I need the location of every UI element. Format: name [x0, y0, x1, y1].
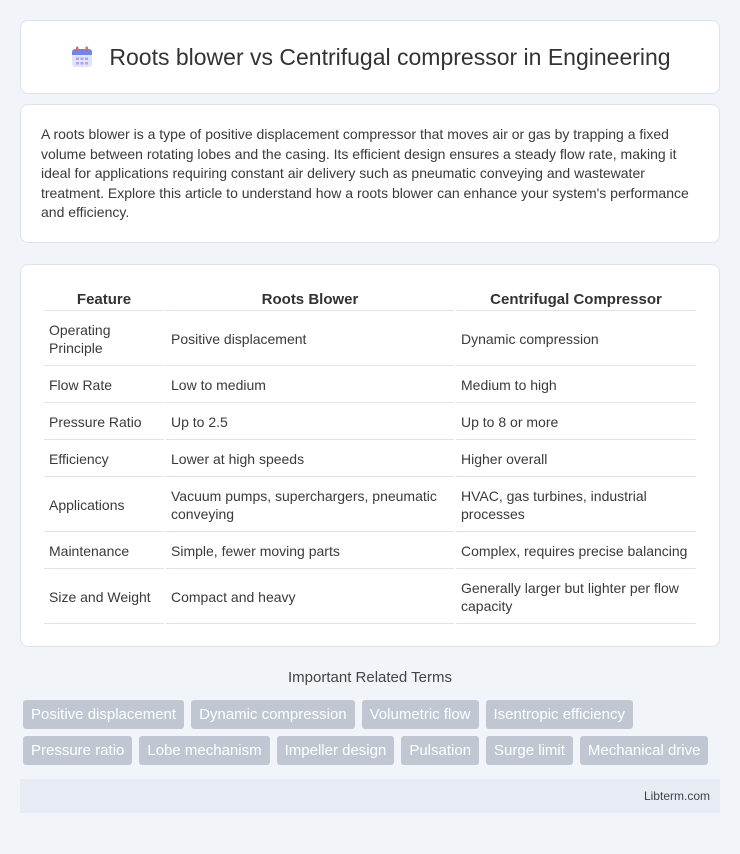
cell-centrifugal: Medium to high: [456, 368, 696, 403]
cell-feature: Applications: [44, 479, 164, 532]
table-row: [44, 571, 696, 624]
table-row: [44, 442, 696, 477]
related-tag[interactable]: Surge limit: [486, 736, 573, 765]
cell-centrifugal: Higher overall: [456, 442, 696, 477]
cell-roots: Compact and heavy: [166, 571, 454, 624]
related-tag[interactable]: Impeller design: [277, 736, 395, 765]
cell-feature: Maintenance: [44, 534, 164, 569]
table-row: [44, 479, 696, 532]
related-tag[interactable]: Pulsation: [401, 736, 479, 765]
cell-feature: Size and Weight: [44, 571, 164, 624]
page-title: Roots blower vs Centrifugal compressor in Engineering: [109, 43, 671, 70]
cell-roots: Up to 2.5: [166, 405, 454, 440]
cell-roots: Low to medium: [166, 368, 454, 403]
header-centrifugal-compressor: Centrifugal Compressor: [456, 287, 696, 311]
related-tag[interactable]: Isentropic efficiency: [486, 700, 633, 729]
related-terms-title: Important Related Terms: [288, 669, 452, 686]
related-tag[interactable]: Volumetric flow: [362, 700, 479, 729]
table-row: [44, 368, 696, 403]
comparison-table: [42, 285, 698, 626]
cell-roots: Vacuum pumps, superchargers, pneumatic conveying: [166, 479, 454, 532]
header-roots-blower: Roots Blower: [166, 287, 454, 311]
related-tag[interactable]: Pressure ratio: [23, 736, 132, 765]
cell-feature: Flow Rate: [44, 368, 164, 403]
intro-card: [20, 104, 720, 243]
table-row: [44, 534, 696, 569]
footer: [20, 779, 720, 813]
calendar-icon: [69, 44, 95, 70]
cell-roots: Positive displacement: [166, 313, 454, 366]
related-tag[interactable]: Lobe mechanism: [139, 736, 269, 765]
cell-feature: Operating Principle: [44, 313, 164, 366]
related-terms-list: [20, 700, 720, 765]
cell-roots: Simple, fewer moving parts: [166, 534, 454, 569]
related-tag[interactable]: Positive displacement: [23, 700, 184, 729]
header-card: [20, 20, 720, 94]
intro-text: A roots blower is a type of positive displacement compressor that moves air or gas by trapping a fixed volume between rotating lobes and the casing. Its efficient design ensures a steady flow rate, making it ideal for applications requiring constant air delivery such as pneumatic conveying and wastewater treatment. Explore this article to understand how a roots blower can enhance your system's performance and efficiency.: [41, 126, 689, 220]
related-tag[interactable]: Dynamic compression: [191, 700, 355, 729]
cell-feature: Efficiency: [44, 442, 164, 477]
footer-brand[interactable]: Libterm.com: [643, 789, 710, 803]
related-tag[interactable]: Mechanical drive: [580, 736, 709, 765]
cell-centrifugal: Dynamic compression: [456, 313, 696, 366]
table-row: [44, 405, 696, 440]
header-feature: Feature: [44, 287, 164, 311]
table-row: [44, 313, 696, 366]
cell-feature: Pressure Ratio: [44, 405, 164, 440]
cell-centrifugal: Generally larger but lighter per flow capacity: [456, 571, 696, 624]
cell-roots: Lower at high speeds: [166, 442, 454, 477]
cell-centrifugal: Complex, requires precise balancing: [456, 534, 696, 569]
cell-centrifugal: Up to 8 or more: [456, 405, 696, 440]
comparison-card: [20, 264, 720, 647]
cell-centrifugal: HVAC, gas turbines, industrial processes: [456, 479, 696, 532]
table-header-row: [44, 287, 696, 311]
